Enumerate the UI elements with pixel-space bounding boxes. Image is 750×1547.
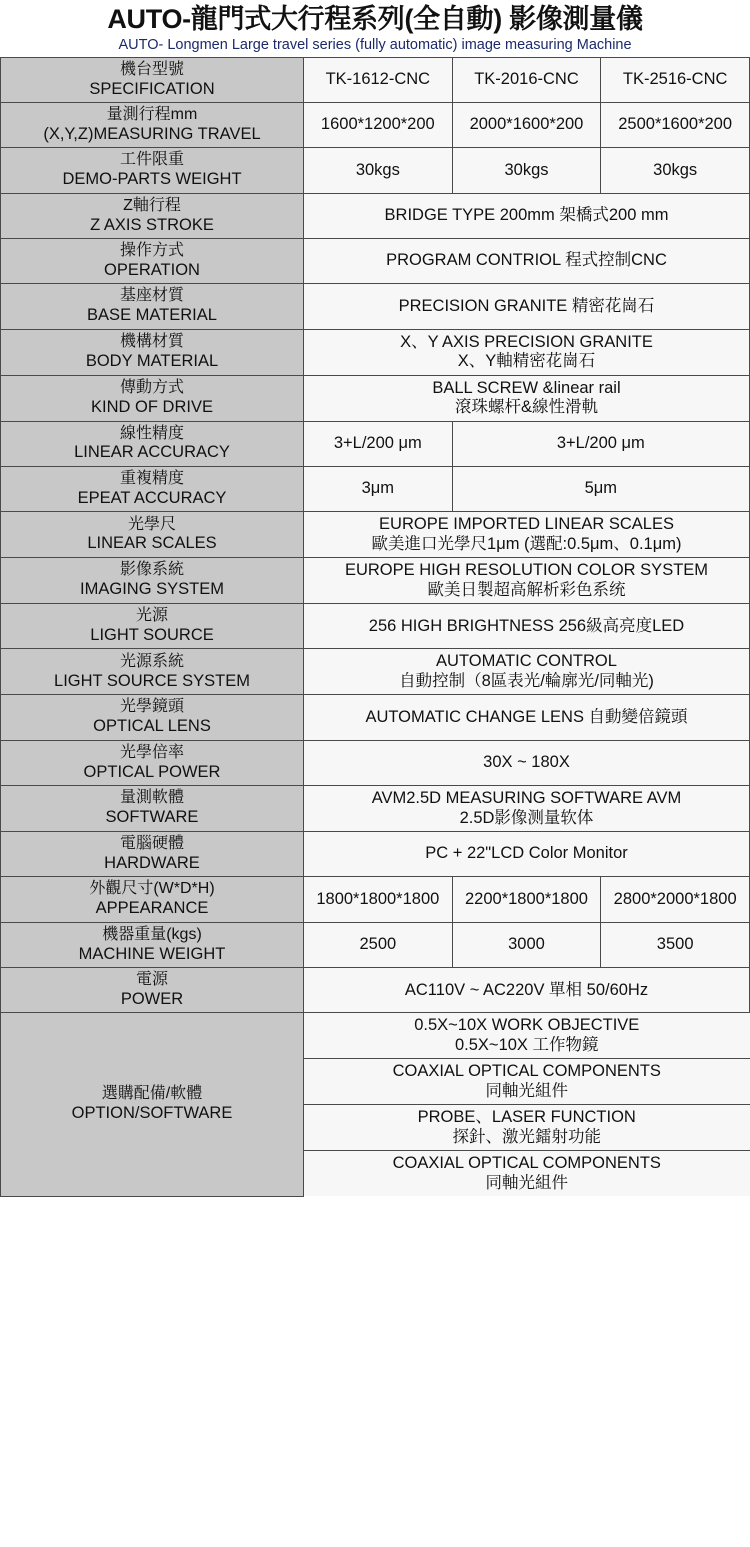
cell-value xyxy=(304,604,750,649)
row-label-en: POWER xyxy=(120,989,184,1008)
table-row xyxy=(1,421,750,466)
cell-value xyxy=(304,239,750,284)
row-label xyxy=(1,329,304,375)
cell-value: 1600*1200*200 xyxy=(304,102,453,147)
value-line: AVM2.5D MEASURING SOFTWARE AVM xyxy=(371,789,682,808)
row-label-en: EPEAT ACCURACY xyxy=(77,488,227,507)
row-label-en: SOFTWARE xyxy=(105,808,199,827)
row-label-en: OPTICAL POWER xyxy=(83,762,221,781)
row-label-zh: 重複精度 xyxy=(119,469,184,487)
row-label-zh: 電腦硬體 xyxy=(119,835,184,853)
row-label-zh: 機器重量(kgs) xyxy=(102,925,202,943)
row-label-zh: Z軸行程 xyxy=(123,196,181,214)
value-line: 歐美進口光學尺1μm (選配:0.5μm、0.1μm) xyxy=(371,534,682,553)
cell-value: 3+L/200 μm xyxy=(452,421,749,466)
value-line: X、Y AXIS PRECISION GRANITE xyxy=(400,332,653,351)
cell-value: 30kgs xyxy=(304,148,453,193)
option-item xyxy=(304,1013,750,1058)
cell-value xyxy=(304,695,750,740)
table-body xyxy=(1,57,750,1196)
table-row xyxy=(1,284,750,329)
cell-value xyxy=(304,375,750,421)
row-label-zh: 基座材質 xyxy=(119,287,184,305)
value-line: 30X ~ 180X xyxy=(483,753,570,772)
table-row xyxy=(1,786,750,832)
value-line: 256 HIGH BRIGHTNESS 256級高亮度LED xyxy=(368,616,685,635)
row-label-zh: 選購配備/軟體 xyxy=(101,1085,203,1103)
value-line: 自動控制（8區表光/輪廓光/同軸光) xyxy=(399,671,654,690)
row-label-en: LIGHT SOURCE SYSTEM xyxy=(54,671,250,690)
row-label xyxy=(1,968,304,1013)
value-line: 同軸光組件 xyxy=(485,1081,568,1100)
row-label-en: (X,Y,Z)MEASURING TRAVEL xyxy=(43,124,261,143)
row-label xyxy=(1,512,304,558)
table-row xyxy=(1,57,750,102)
row-label-zh: 機台型號 xyxy=(119,60,184,78)
row-label-en: SPECIFICATION xyxy=(89,79,215,98)
row-label-zh: 光學倍率 xyxy=(119,743,184,761)
row-label-zh: 電源 xyxy=(135,971,168,989)
row-label xyxy=(1,284,304,329)
cell-value: 2800*2000*1800 xyxy=(601,877,750,922)
row-label xyxy=(1,922,304,967)
cell-value: 30kgs xyxy=(601,148,750,193)
row-label-zh: 量測軟體 xyxy=(119,789,184,807)
value-line: 0.5X~10X 工作物鏡 xyxy=(454,1035,599,1054)
value-line: BALL SCREW &linear rail xyxy=(432,378,621,397)
row-label xyxy=(1,877,304,922)
row-label xyxy=(1,102,304,147)
row-label-zh: 外觀尺寸(W*D*H) xyxy=(89,880,215,898)
row-label-zh: 操作方式 xyxy=(119,242,184,259)
value-line: PROGRAM CONTRIOL 程式控制CNC xyxy=(386,251,667,270)
cell-value xyxy=(304,558,750,604)
cell-value xyxy=(304,329,750,375)
table-row xyxy=(1,193,750,238)
value-line: AUTOMATIC CONTROL xyxy=(436,652,617,671)
page-title: AUTO-龍門式大行程系列(全自動) 影像測量儀 xyxy=(107,4,643,34)
table-row xyxy=(1,695,750,740)
cell-value: 3+L/200 μm xyxy=(304,421,453,466)
cell-value xyxy=(304,832,750,877)
table-row-option xyxy=(1,1013,750,1196)
cell-value: 3μm xyxy=(304,466,453,511)
value-line: COAXIAL OPTICAL COMPONENTS xyxy=(392,1062,661,1081)
value-line: PROBE、LASER FUNCTION xyxy=(417,1108,636,1127)
row-label xyxy=(1,375,304,421)
cell-value xyxy=(304,193,750,238)
row-label xyxy=(1,649,304,695)
row-label-zh: 工件限重 xyxy=(119,151,184,169)
row-label xyxy=(1,148,304,193)
row-label-zh: 光學鏡頭 xyxy=(119,698,184,716)
row-label xyxy=(1,786,304,832)
value-line: 滾珠螺杆&線性滑軌 xyxy=(454,398,598,417)
row-label-zh: 量測行程mm xyxy=(106,105,198,123)
table-row xyxy=(1,649,750,695)
row-label-en: IMAGING SYSTEM xyxy=(80,580,224,599)
page-subtitle: AUTO- Longmen Large travel series (fully automatic) image measuring Machine xyxy=(118,37,632,54)
table-row xyxy=(1,375,750,421)
row-label-zh: 影像系統 xyxy=(119,561,184,579)
row-label xyxy=(1,604,304,649)
row-label-zh: 機構材質 xyxy=(119,332,184,350)
cell-value: TK-2516-CNC xyxy=(601,57,750,102)
value-line: PRECISION GRANITE 精密花崗石 xyxy=(398,296,655,315)
value-line: PC + 22"LCD Color Monitor xyxy=(425,844,628,863)
cell-value: 3500 xyxy=(601,922,750,967)
row-label xyxy=(1,695,304,740)
value-line: AC110V ~ AC220V 單相 50/60Hz xyxy=(404,980,649,999)
option-item xyxy=(304,1105,750,1151)
cell-value: 5μm xyxy=(452,466,749,511)
value-line: 探針、激光鐳射功能 xyxy=(452,1127,601,1146)
row-label-zh: 線性精度 xyxy=(119,424,184,442)
cell-value xyxy=(304,649,750,695)
table-row xyxy=(1,740,750,785)
row-label-en: Z AXIS STROKE xyxy=(90,215,214,234)
cell-value xyxy=(304,786,750,832)
option-list-cell xyxy=(304,1013,750,1196)
table-row xyxy=(1,922,750,967)
row-label-en: BASE MATERIAL xyxy=(87,306,217,325)
row-label xyxy=(1,558,304,604)
row-label xyxy=(1,57,304,102)
value-line: EUROPE IMPORTED LINEAR SCALES xyxy=(379,515,674,534)
value-line: 0.5X~10X WORK OBJECTIVE xyxy=(414,1016,640,1035)
cell-value: TK-1612-CNC xyxy=(304,57,453,102)
row-label-en: BODY MATERIAL xyxy=(85,351,219,370)
title-block xyxy=(0,0,750,57)
row-label-en: APPEARANCE xyxy=(95,899,209,918)
row-label xyxy=(1,832,304,877)
option-list xyxy=(304,1013,750,1196)
cell-value xyxy=(304,740,750,785)
table-row xyxy=(1,466,750,511)
table-row xyxy=(1,239,750,284)
row-label-en: OPTICAL LENS xyxy=(93,717,211,736)
row-label-zh: 傳動方式 xyxy=(119,378,184,396)
table-row xyxy=(1,329,750,375)
row-label xyxy=(1,421,304,466)
table-row xyxy=(1,512,750,558)
row-label-en: LINEAR ACCURACY xyxy=(74,443,230,462)
cell-value xyxy=(304,968,750,1013)
row-label xyxy=(1,239,304,284)
cell-value: 2500 xyxy=(304,922,453,967)
table-row xyxy=(1,102,750,147)
table-row xyxy=(1,148,750,193)
row-label-en: MACHINE WEIGHT xyxy=(78,944,226,963)
cell-value: 30kgs xyxy=(452,148,601,193)
row-label-en: KIND OF DRIVE xyxy=(91,397,213,416)
row-label-en: DEMO-PARTS WEIGHT xyxy=(62,170,242,189)
value-line: EUROPE HIGH RESOLUTION COLOR SYSTEM xyxy=(344,561,709,580)
cell-value: 2000*1600*200 xyxy=(452,102,601,147)
row-label-zh: 光源 xyxy=(135,607,168,625)
option-item xyxy=(304,1151,750,1196)
cell-value: TK-2016-CNC xyxy=(452,57,601,102)
table-row xyxy=(1,558,750,604)
row-label-en: OPTION/SOFTWARE xyxy=(71,1104,233,1123)
specification-table xyxy=(0,57,750,1197)
value-line: X、Y軸精密花崗石 xyxy=(457,352,596,371)
value-line: COAXIAL OPTICAL COMPONENTS xyxy=(392,1154,661,1173)
cell-value: 2500*1600*200 xyxy=(601,102,750,147)
option-item xyxy=(304,1059,750,1105)
value-line: BRIDGE TYPE 200mm 架橋式200 mm xyxy=(384,206,669,225)
row-label xyxy=(1,1013,304,1196)
value-line: 2.5D影像测量软体 xyxy=(459,808,594,827)
row-label-en: LIGHT SOURCE xyxy=(90,626,214,644)
row-label-en: HARDWARE xyxy=(104,853,200,872)
cell-value: 1800*1800*1800 xyxy=(304,877,453,922)
row-label xyxy=(1,193,304,238)
value-line: AUTOMATIC CHANGE LENS 自動變倍鏡頭 xyxy=(365,707,688,726)
table-row xyxy=(1,604,750,649)
row-label xyxy=(1,466,304,511)
row-label-en: LINEAR SCALES xyxy=(87,534,217,553)
value-line: 歐美日製超高解析彩色系统 xyxy=(427,580,626,599)
row-label-en: OPERATION xyxy=(104,260,200,279)
value-line: 同軸光組件 xyxy=(485,1173,568,1192)
cell-value xyxy=(304,284,750,329)
row-label xyxy=(1,740,304,785)
row-label-zh: 光源系統 xyxy=(119,652,184,670)
cell-value: 2200*1800*1800 xyxy=(452,877,601,922)
row-label-zh: 光學尺 xyxy=(127,515,176,533)
cell-value: 3000 xyxy=(452,922,601,967)
table-row xyxy=(1,832,750,877)
cell-value xyxy=(304,512,750,558)
table-row xyxy=(1,968,750,1013)
table-row xyxy=(1,877,750,922)
